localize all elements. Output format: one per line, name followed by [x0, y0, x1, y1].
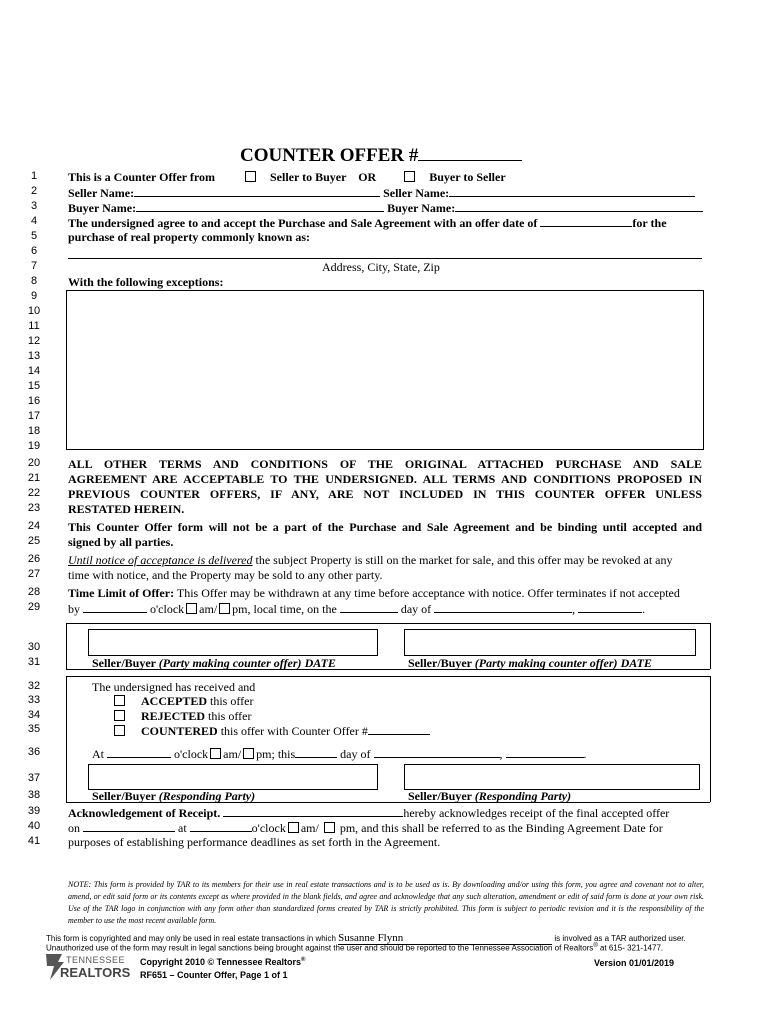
line-number: 18: [27, 425, 41, 437]
seller-name-field-2[interactable]: [449, 185, 695, 197]
line-number: 37: [27, 772, 41, 784]
line-number: 34: [27, 709, 41, 721]
line-number: 16: [27, 395, 41, 407]
line-number: 30: [27, 641, 41, 653]
received-text: The undersigned has received and: [92, 680, 256, 694]
seller-name-label: Seller Name:: [68, 186, 135, 200]
seller-to-buyer-label: Seller to Buyer: [270, 170, 347, 184]
countered-row: [112, 723, 430, 739]
line-number: 21: [27, 472, 41, 484]
line-number: 31: [27, 656, 41, 668]
terms-line-23: RESTATED HEREIN.: [68, 502, 185, 516]
line-number: 1: [30, 170, 38, 182]
seller-name-row: [68, 185, 695, 201]
party-making-label: (Party making counter offer): [158, 656, 302, 670]
line-number: 36: [27, 746, 41, 758]
responding-caption-2: [408, 789, 571, 804]
buyer-name-field-1[interactable]: [136, 200, 384, 212]
responding-label: (Responding Party): [158, 789, 256, 803]
this-offer-label: this offer: [210, 694, 254, 708]
at-label: At: [92, 747, 104, 761]
response-day-field[interactable]: [295, 746, 337, 758]
line-number: 25: [27, 535, 41, 547]
buyer-name-field-2[interactable]: [455, 200, 703, 212]
acknowledging-party-field[interactable]: [223, 805, 403, 817]
line-number: 20: [27, 457, 41, 469]
response-frame-top: [66, 676, 710, 677]
party-making-label: (Party making counter offer): [474, 656, 618, 670]
response-frame-right: [710, 676, 711, 802]
line-number: 6: [30, 245, 38, 257]
response-time-field[interactable]: [107, 746, 171, 758]
seller-to-buyer-checkbox[interactable]: [245, 171, 256, 182]
line-number: 11: [28, 320, 40, 332]
response-pm-checkbox[interactable]: [243, 748, 254, 759]
line-number: 35: [27, 723, 41, 735]
responding-caption-1: [92, 789, 255, 804]
purchase-text: purchase of real property commonly known as:: [68, 230, 311, 244]
version-label: Version 01/01/2019: [594, 958, 675, 968]
line-number: 26: [27, 553, 41, 565]
party-label: Seller/Buyer: [408, 656, 472, 670]
acknowledgement-row: [68, 805, 669, 821]
party-label: Seller/Buyer: [92, 656, 156, 670]
address-field[interactable]: [68, 258, 702, 259]
page-title: COUNTER OFFER #: [240, 145, 522, 167]
line-number: 32: [27, 680, 41, 692]
counter-number-field[interactable]: [368, 723, 430, 735]
undersigned-text: The undersigned agree to and accept the Purchase and Sale Agreement with an offer date of: [68, 216, 538, 230]
time-limit-row: [68, 586, 680, 601]
or-label: OR: [358, 170, 377, 184]
copyright-text: Copyright 2010 © Tennessee Realtors: [140, 957, 302, 967]
footer-phone-text: at 615- 321-1477.: [597, 943, 664, 953]
line-number: 23: [27, 502, 41, 514]
time-limit-text: This Offer may be withdrawn at any time before acceptance with notice. Offer terminates if not accepted: [176, 586, 680, 600]
responding-party-signature-1[interactable]: [88, 764, 378, 790]
deadline-time-field[interactable]: [83, 601, 147, 613]
footer-copyright-text: This form is copyrighted and may only be used in real estate transactions in which: [46, 934, 336, 943]
rejected-checkbox[interactable]: [114, 710, 125, 721]
response-am-checkbox[interactable]: [210, 748, 221, 759]
buyer-name-label: Buyer Name:: [68, 201, 137, 215]
by-label: by: [68, 602, 80, 616]
terms-line-24: This Counter Offer form will not be a part of the Purchase and Sale Agreement and be binding until accepted and: [68, 520, 702, 534]
seller-name-label-2: Seller Name:: [383, 186, 450, 200]
binding-am-checkbox[interactable]: [288, 822, 299, 833]
counter-offer-number-field[interactable]: [418, 149, 522, 161]
line-number: 40: [27, 820, 41, 832]
line-number: 7: [30, 260, 38, 272]
offering-caption-1: [92, 656, 336, 671]
day-of-label: day of: [340, 747, 371, 761]
disclaimer-note: NOTE: This form is provided by TAR to its members for their use in real estate transactions and is to be used as is. By downloading and/or using this form, you agree and covenant not to alter, amend, or edit said form or its contents except as where provided in the blank fields, and agree and acknowledge that any such alteration, amendment or edit of said form is done at your own risk. Use of the TAR logo in conjunction with any form other than standardized forms created by TAR is strictly prohibited. This form is subject to periodic revision and it is the responsibility of the member to use the most recent available form.: [68, 880, 704, 925]
line-number: 33: [27, 694, 41, 706]
line-number: 13: [27, 350, 41, 362]
line-number: 12: [27, 335, 41, 347]
line-number: 24: [27, 520, 41, 532]
binding-pm-checkbox[interactable]: [324, 822, 335, 833]
logo-tennessee-text: TENNESSEE: [66, 955, 126, 965]
until-notice-text: Until notice of acceptance is delivered: [68, 553, 253, 567]
logo-realtors-text: REALTORS: [60, 965, 131, 980]
date-label: DATE: [620, 656, 652, 670]
oclock-label: o'clock: [251, 821, 286, 835]
pm-label: pm; this: [256, 747, 296, 761]
responding-party-signature-2[interactable]: [404, 764, 700, 790]
am-label: am/: [300, 821, 319, 835]
accepted-label: ACCEPTED: [141, 694, 208, 708]
line-number: 15: [27, 380, 41, 392]
deadline-day-field[interactable]: [340, 601, 398, 613]
authorized-user-name[interactable]: Susanne Flynn: [338, 932, 552, 945]
comma: ,: [499, 747, 503, 761]
revocation-text: the subject Property is still on the market for sale, and this offer may be revoked at any: [255, 553, 673, 567]
pm-label: pm, and this shall be referred to as the Binding Agreement Date for: [339, 821, 663, 835]
line-number: 4: [30, 215, 38, 227]
offering-party-signature-2[interactable]: [404, 629, 696, 656]
day-of-label: day of: [400, 602, 432, 616]
oclock-label: o'clock: [174, 747, 209, 761]
oclock-label: o'clock: [150, 602, 185, 616]
am-label: am/: [223, 747, 242, 761]
line-number: 10: [27, 305, 41, 317]
terms-line-27: time with notice, and the Property may be sold to any other party.: [68, 568, 383, 582]
footer-authorized-text: is involved as a TAR authorized user.: [554, 934, 686, 943]
period: .: [642, 602, 646, 616]
offer-date-field[interactable]: [540, 215, 632, 227]
binding-date-field[interactable]: [83, 820, 175, 832]
copyright-line: [140, 957, 305, 967]
response-year-field[interactable]: [506, 746, 584, 758]
deadline-row: [68, 601, 645, 617]
tennessee-realtors-logo: [44, 952, 130, 984]
binding-date-row: [68, 820, 663, 836]
line-number: 8: [30, 275, 38, 287]
signature-frame-left: [66, 623, 67, 669]
line-number: 14: [27, 365, 41, 377]
line-number: 28: [27, 586, 41, 598]
party-label: Seller/Buyer: [92, 789, 156, 803]
terms-line-21: AGREEMENT ARE ACCEPTABLE TO THE UNDERSIGNED. ALL TERMS AND CONDITIONS PROPOSED IN: [68, 472, 702, 486]
buyer-to-seller-label: Buyer to Seller: [429, 170, 506, 184]
am-label: am/: [199, 602, 218, 616]
deadline-year-field[interactable]: [578, 601, 642, 613]
responding-label: (Responding Party): [474, 789, 572, 803]
exceptions-label: With the following exceptions:: [68, 275, 224, 289]
counter-from-row: [68, 170, 506, 185]
line-number: 27: [27, 568, 41, 580]
seller-name-field-1[interactable]: [134, 185, 380, 197]
at-label: at: [178, 821, 187, 835]
acknowledgement-text: hereby acknowledges receipt of the final accepted offer: [403, 806, 670, 820]
offer-date-row: [68, 215, 667, 231]
time-limit-label: Time Limit of Offer:: [68, 586, 175, 600]
line-number: 22: [27, 487, 41, 499]
for-the-text: for the: [632, 216, 667, 230]
terms-line-22: PREVIOUS COUNTER OFFERS, IF ANY, ARE NOT INCLUDED IN THIS COUNTER OFFER UNLESS: [68, 487, 702, 501]
accepted-row: [112, 694, 253, 709]
rejected-row: [112, 709, 251, 724]
line-number: 38: [27, 789, 41, 801]
deadline-month-field[interactable]: [434, 601, 572, 613]
period: .: [583, 747, 587, 761]
line-number: 5: [30, 230, 38, 242]
accepted-checkbox[interactable]: [114, 695, 125, 706]
response-frame-left: [66, 676, 67, 802]
response-time-row: [92, 746, 587, 762]
terms-line-25: signed by all parties.: [68, 535, 174, 549]
address-caption: Address, City, State, Zip: [322, 260, 440, 274]
pm-label: pm, local time, on the: [232, 602, 337, 616]
terms-line-26: [68, 553, 673, 568]
line-number: 41: [27, 835, 41, 847]
terms-line-20: ALL OTHER TERMS AND CONDITIONS OF THE ORIGINAL ATTACHED PURCHASE AND SALE: [68, 457, 702, 471]
line-number: 39: [27, 805, 41, 817]
with-counter-label: this offer with Counter Offer #: [220, 724, 368, 738]
buyer-name-label-2: Buyer Name:: [387, 201, 456, 215]
binding-purpose-text: purposes of establishing performance deadlines as set forth in the Agreement.: [68, 835, 441, 849]
buyer-name-row: [68, 200, 703, 216]
countered-checkbox[interactable]: [114, 725, 125, 736]
footer-unauthorized-line: [46, 943, 663, 953]
countered-label: COUNTERED: [141, 724, 218, 738]
offering-party-signature-1[interactable]: [88, 629, 378, 656]
rejected-label: REJECTED: [141, 709, 206, 723]
copyright-registered-mark: ®: [301, 957, 306, 963]
form-id: RF651 – Counter Offer, Page 1 of 1: [140, 970, 288, 980]
date-label: DATE: [304, 656, 336, 670]
buyer-to-seller-checkbox[interactable]: [404, 171, 415, 182]
response-month-field[interactable]: [374, 746, 500, 758]
counter-from-label: This is a Counter Offer from: [68, 170, 215, 184]
on-label: on: [68, 821, 80, 835]
signature-frame-top: [66, 623, 710, 624]
acknowledgement-label: Acknowledgement of Receipt.: [68, 806, 221, 820]
line-number: 17: [27, 410, 41, 422]
exceptions-textarea[interactable]: [66, 290, 704, 450]
line-number: 29: [27, 601, 41, 613]
line-number: 2: [30, 185, 38, 197]
registered-mark: ®: [593, 943, 598, 949]
binding-time-field[interactable]: [190, 820, 252, 832]
line-number: 9: [30, 290, 38, 302]
offering-caption-2: [408, 656, 652, 671]
comma: ,: [572, 602, 576, 616]
party-label: Seller/Buyer: [408, 789, 472, 803]
deadline-am-checkbox[interactable]: [186, 603, 197, 614]
signature-frame-right: [710, 623, 711, 669]
footer-unauthorized-text: Unauthorized use of the form may result in legal sanctions being brought against the user and should be reported to the Tennessee Association of Realtors: [46, 943, 594, 953]
deadline-pm-checkbox[interactable]: [219, 603, 230, 614]
line-number: 19: [27, 440, 41, 452]
this-offer-label: this offer: [208, 709, 252, 723]
line-number: 3: [30, 200, 38, 212]
